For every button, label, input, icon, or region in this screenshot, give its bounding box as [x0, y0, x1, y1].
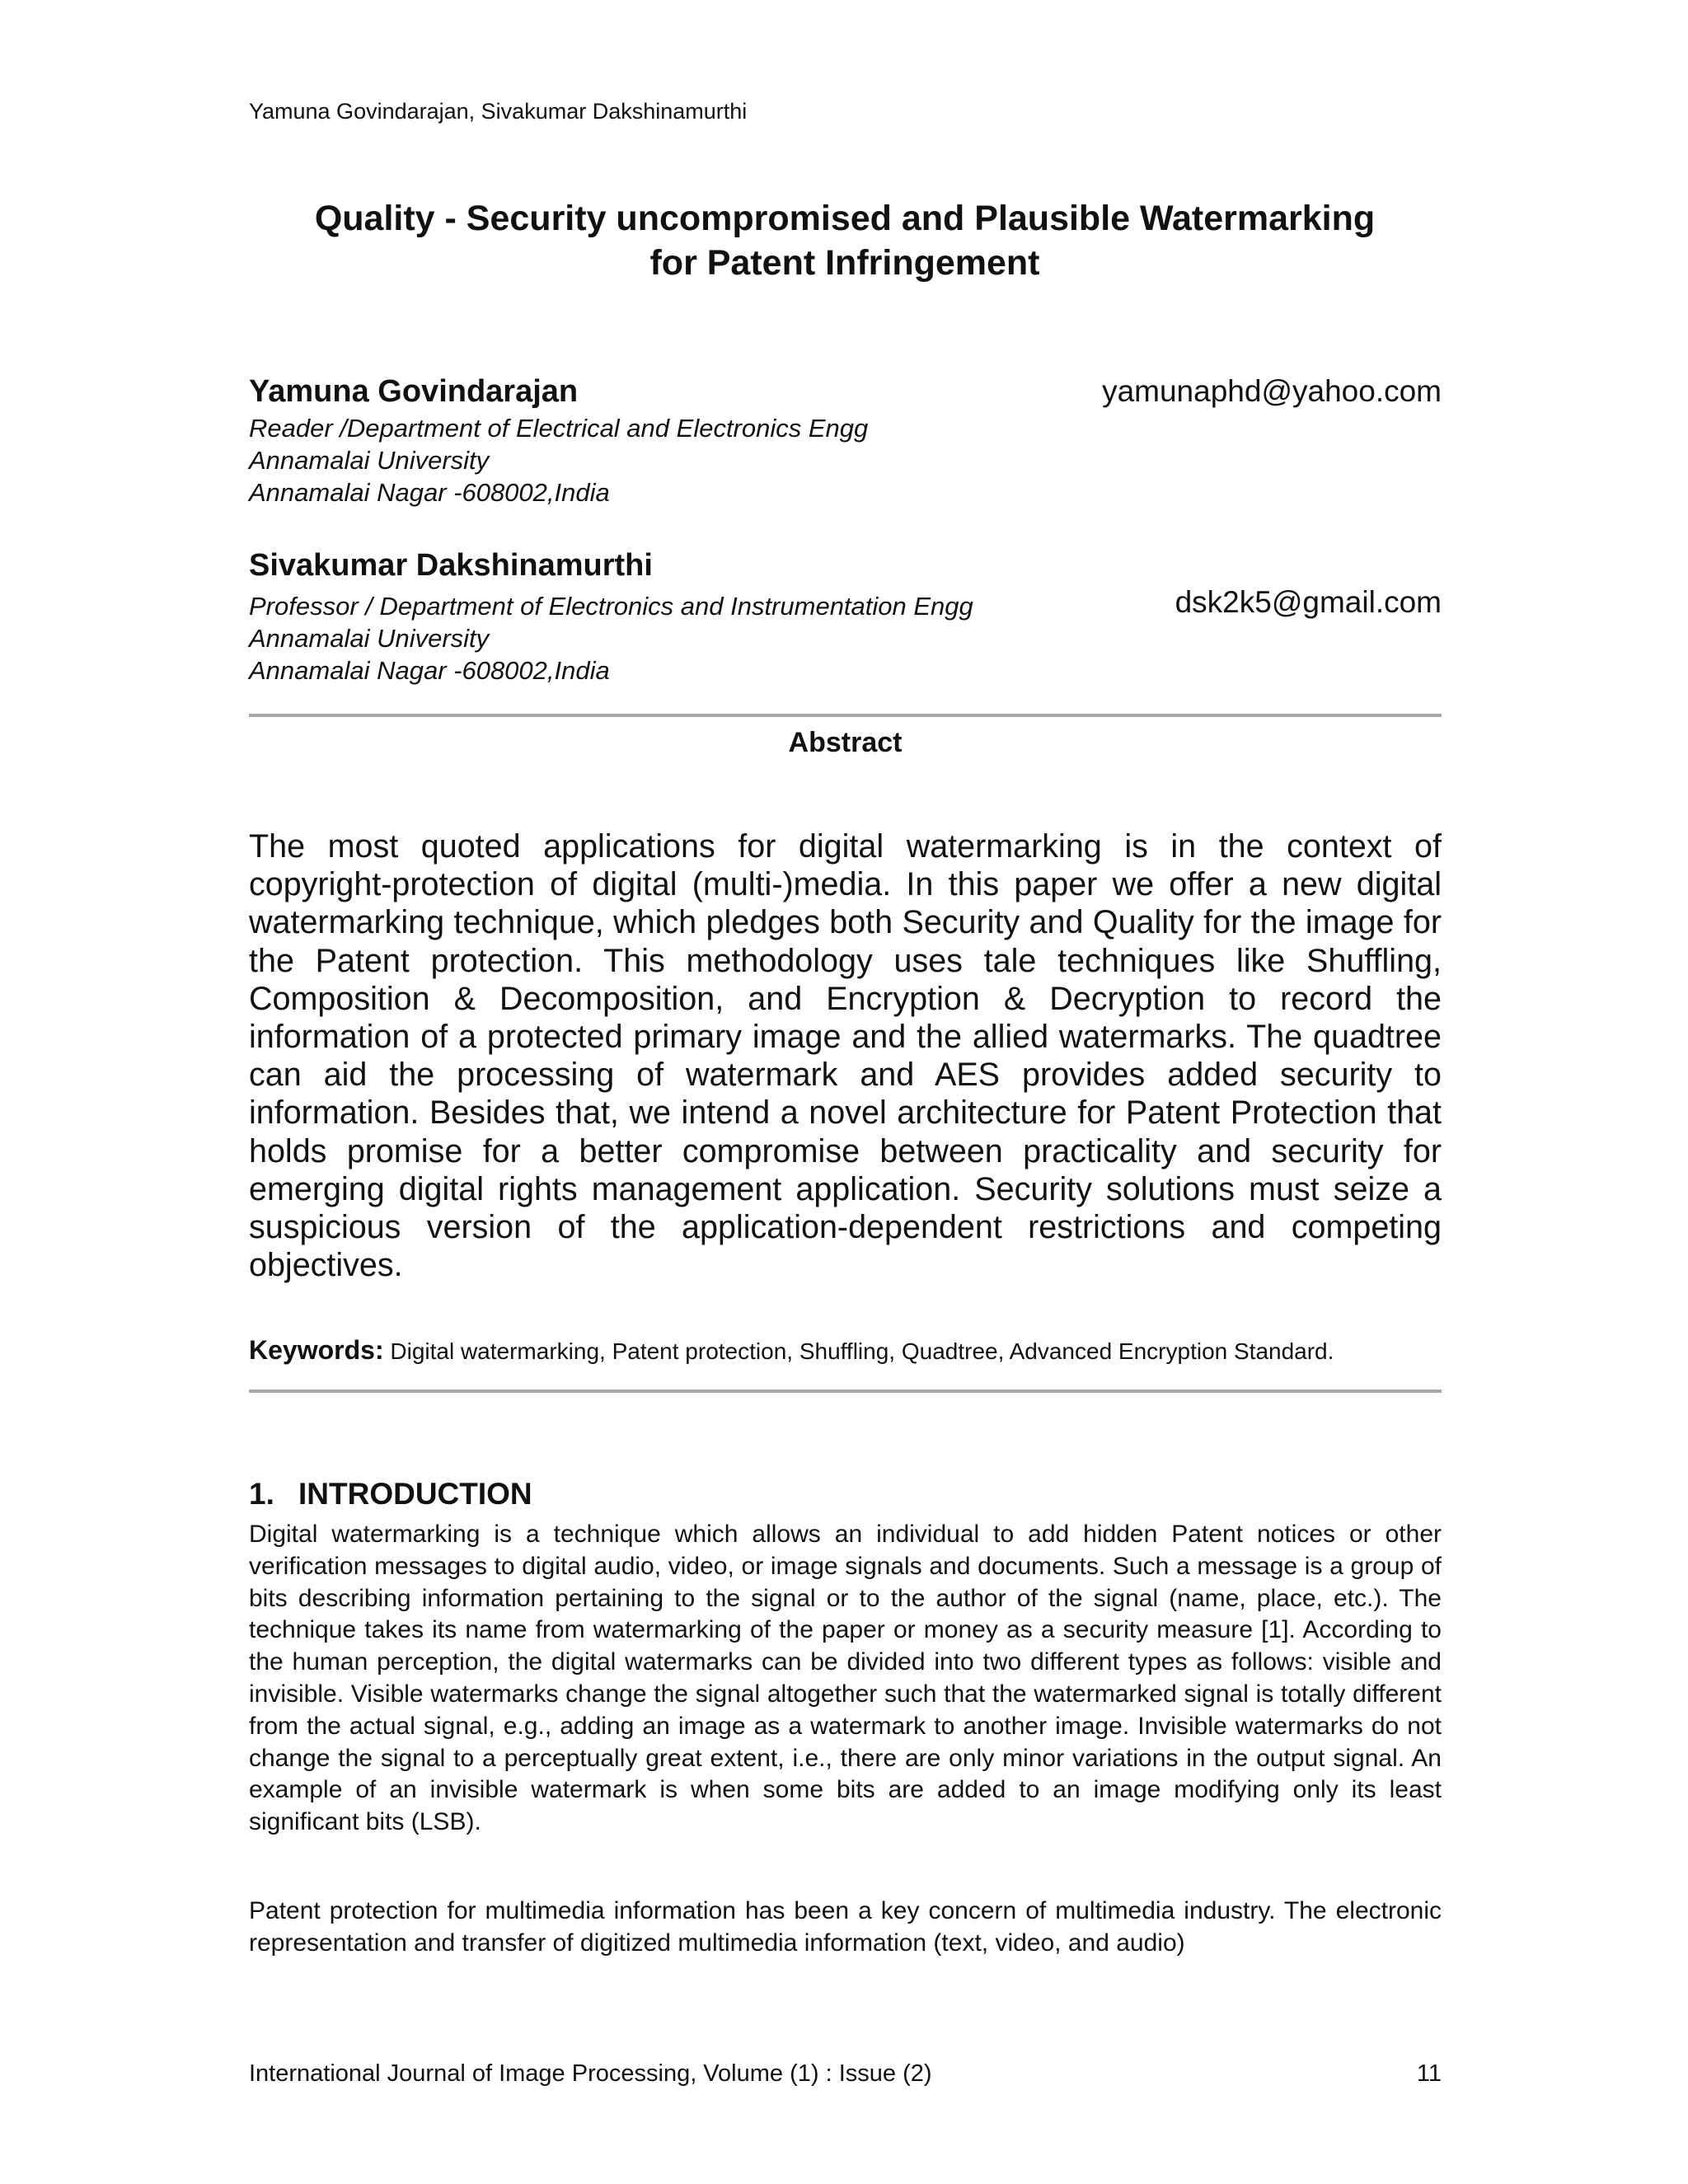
running-head-authors: Yamuna Govindarajan, Sivakumar Dakshinamurthi [249, 99, 748, 124]
abstract-heading: Abstract [788, 727, 903, 758]
section-title: INTRODUCTION [298, 1477, 532, 1511]
abstract-bottom-rule [249, 1390, 1442, 1393]
author-2-affil-line-2: Annamalai University [249, 624, 490, 653]
paper-title [190, 196, 1500, 285]
footer-journal: International Journal of Image Processing, Volume (1) : Issue (2) [249, 2060, 932, 2087]
intro-paragraph-2: Patent protection for multimedia information has been a key concern of multimedia industry. The electronic representation and transfer of digitized multimedia information (text, video, and audio) [249, 1897, 1442, 1957]
keywords-line [249, 1335, 1442, 1366]
author-1-affil-line-3: Annamalai Nagar -608002,India [249, 478, 610, 507]
author-2-affil-line-3: Annamalai Nagar -608002,India [249, 656, 610, 685]
author-2-affiliation [249, 590, 973, 687]
keywords-label: Keywords: [249, 1335, 384, 1365]
author-1-affil-line-2: Annamalai University [249, 446, 490, 475]
author-1-name: Yamuna Govindarajan [249, 374, 579, 409]
author-1-affiliation [249, 412, 868, 509]
paper-title-line-1: Quality - Security uncompromised and Plausible Watermarking [314, 199, 1376, 238]
section-number: 1. [249, 1477, 274, 1511]
abstract-body: The most quoted applications for digital watermarking is in the context of copyright-protection of digital (multi-)media. In this paper we offer a new digital watermarking technique, which pledges both Security and Quality for the image for the Patent protection. This methodology uses tale techniques like Shuffling, Composition & Decomposition, and Encryption & Decryption to record the information of a protected primary image and the allied watermarks. The quadtree can aid the processing of watermark and AES provides added security to information. Besides that, we intend a novel architecture for Patent Protection that holds promise for a better compromise between practicality and security for emerging digital rights management application. Security solutions must seize a suspicious version of the application-dependent restrictions and competing objectives. [249, 828, 1442, 1284]
intro-paragraph-1: Digital watermarking is a technique which allows an individual to add hidden Patent notices or other verification messages to digital audio, video, or image signals and documents. Such a message is a group of bits describing information pertaining to the signal or to the author of the signal (name, place, etc.). The technique takes its name from watermarking of the paper or money as a security measure [1]. According to the human perception, the digital watermarks can be divided into two different types as follows: visible and invisible. Visible watermarks change the signal altogether such that the watermarked signal is totally different from the actual signal, e.g., adding an image as a watermark to another image. Invisible watermarks do not change the signal to a perceptually great extent, i.e., there are only minor variations in the output signal. An example of an invisible watermark is when some bits are added to an image modifying only its least significant bits (LSB). [249, 1521, 1442, 1836]
keywords-text: Digital watermarking, Patent protection, Shuffling, Quadtree, Advanced Encryption Standard. [390, 1338, 1334, 1364]
footer-page-number: 11 [1416, 2060, 1442, 2087]
abstract-top-rule [249, 714, 1442, 717]
paper-title-line-2: for Patent Infringement [649, 243, 1040, 283]
author-2-email[interactable]: dsk2k5@gmail.com [1175, 585, 1442, 619]
author-1-affil-line-1: Reader /Department of Electrical and Electronics Engg [249, 414, 869, 443]
author-2-name: Sivakumar Dakshinamurthi [249, 548, 653, 583]
author-2-affil-line-1: Professor / Department of Electronics and Instrumentation Engg [249, 592, 973, 621]
author-1-email[interactable]: yamunaphd@yahoo.com [1102, 374, 1442, 408]
section-heading-introduction [249, 1475, 532, 1513]
